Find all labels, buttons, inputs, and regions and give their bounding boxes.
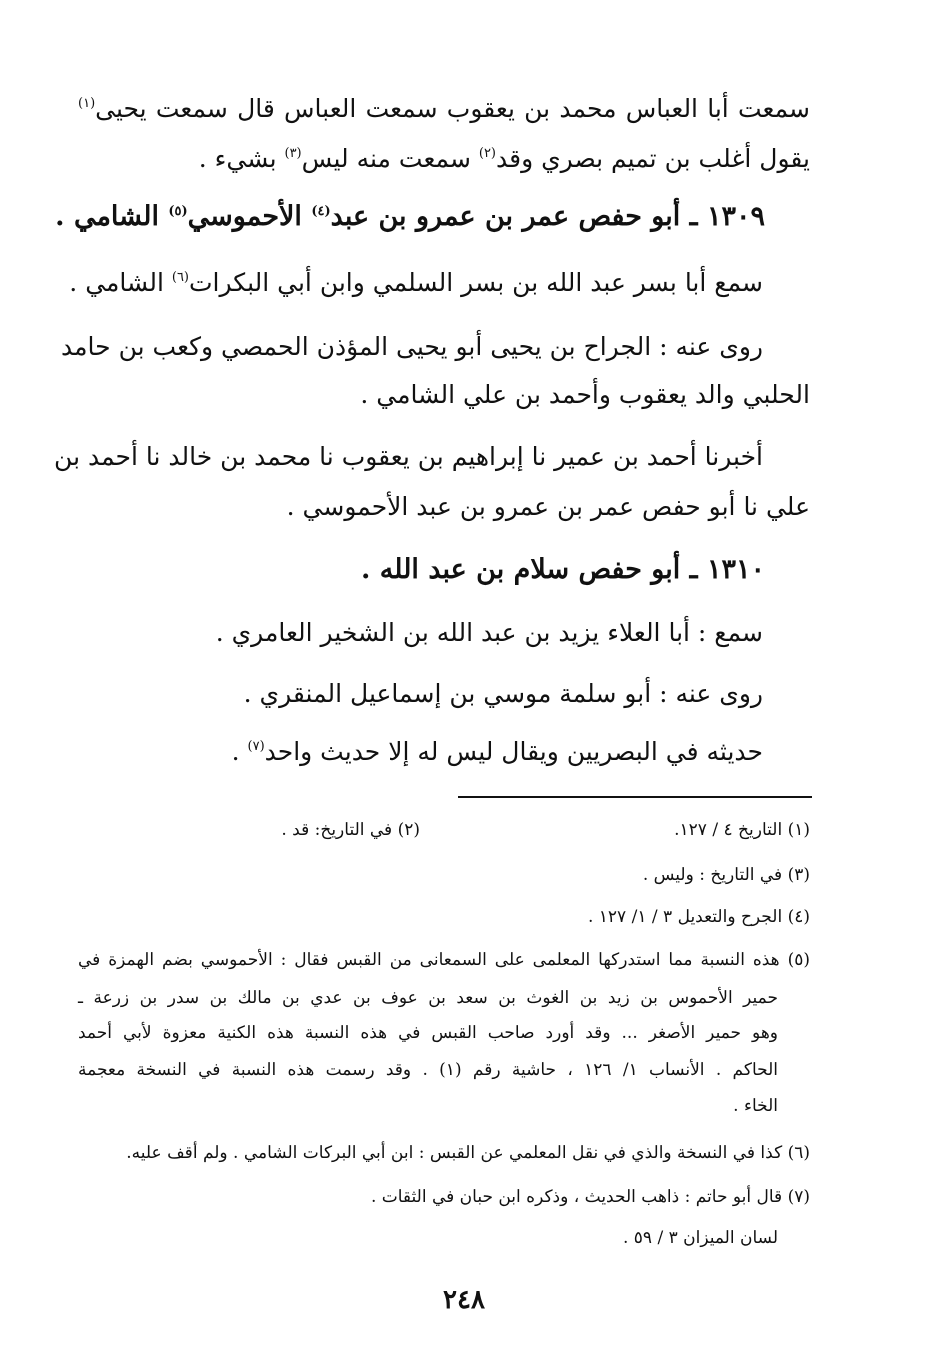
entry-1310-heard-from: سمع : أبا العلاء يزيد بن عبد الله بن الشخير العامري .	[215, 618, 763, 647]
entry-1308-line-2: يقول أغلب بن تميم بصري وقد$^{(٢)}$ سمعت منه ليس$^{(٣)}$ بشيء .	[198, 144, 810, 173]
footnote-5-line-5: الخاء .	[733, 1096, 778, 1116]
footnote-ref-2: (٢)	[478, 146, 496, 161]
footnote-5-line-4: الحاكم . الأنساب ١/ ١٢٦ ، حاشية رقم (١) . وقد رسمت هذه النسبة في النسخة معجمة	[78, 1060, 779, 1080]
footnote-3: (٣) في التاريخ : وليس .	[642, 865, 810, 885]
footnote-ref-1: (١)	[78, 96, 96, 111]
footnote-6: (٦) كذا في النسخة والذي في نقل المعلمي عن القبس : ابن أبي البركات الشامي . ولم أقف عليه.	[126, 1143, 810, 1163]
footnote-7-line-2: لسان الميزان ٣ / ٥٩ .	[622, 1228, 778, 1248]
footnote-ref-6: (٦)	[171, 270, 189, 285]
footnote-separator	[458, 796, 812, 798]
footnote-4: (٤) الجرح والتعديل ٣ / ١/ ١٢٧ .	[587, 907, 810, 927]
footnote-ref-7: (٧)	[247, 739, 265, 754]
entry-1309-heading: ١٣٠٩ ـ أبو حفص عمر بن عمرو بن عبد$^{(٤)}$ الأحموسي$^{(٥)}$ الشامي .	[55, 201, 765, 232]
footnote-5-line-2: حمير الأحموس بن زيد بن الغوث بن سعد بن عوف بن عدي بن مالك بن سدر بن زرعة ـ	[78, 988, 778, 1008]
footnote-ref-5: (٥)	[168, 204, 188, 219]
entry-1309-isnad-line-2: علي نا أبو حفص عمر بن عمرو بن عبد الأحموسي .	[286, 492, 810, 521]
entry-1310-narrators: روى عنه : أبو سلمة موسي بن إسماعيل المنقري .	[243, 679, 763, 708]
footnote-2: (٢) في التاريخ: قد .	[281, 820, 420, 840]
footnote-5-line-3: وهو حمير الأصغر ... وقد أورد صاحب القبس في هذه النسبة هذه الكنية معزوة لأبي أحمد	[78, 1023, 778, 1043]
entry-1309-narrators-line-1: روى عنه : الجراح بن يحيى أبو يحيى المؤذن الحمصي وكعب بن حامد	[61, 332, 763, 361]
footnote-ref-4: (٤)	[311, 204, 331, 219]
entry-1310-heading: ١٣١٠ ـ أبو حفص سلام بن عبد الله .	[360, 554, 765, 585]
entry-1309-isnad-line-1: أخبرنا أحمد بن عمير نا إبراهيم بن يعقوب نا محمد بن خالد نا أحمد بن	[54, 442, 763, 471]
footnote-1: (١) التاريخ ٤ / ١٢٧.	[674, 820, 810, 840]
entry-1310-note: حديثه في البصريين ويقال ليس له إلا حديث واحد$^{(٧)}$ .	[231, 737, 763, 766]
entry-1309-heard-from: سمع أبا بسر عبد الله بن بسر السلمي وابن أبي البكرات$^{(٦)}$ الشامي .	[69, 268, 763, 297]
footnote-7: (٧) قال أبو حاتم : ذاهب الحديث ، وذكره ابن حبان في الثقات .	[370, 1187, 810, 1207]
footnote-ref-3: (٣)	[284, 146, 302, 161]
entry-1309-narrators-line-2: الحلبي والد يعقوب وأحمد بن علي الشامي .	[360, 380, 810, 409]
footnote-5-line-1: (٥) هذه النسبة مما استدركها المعلمى على السمعانى من القبس فقال : الأحموسي بضم الهمزة في	[78, 950, 810, 970]
entry-1308-line-1: سمعت أبا العباس محمد بن يعقوب سمعت العباس قال سمعت يحيى$^{(١)}$	[78, 94, 810, 123]
page-number: ٢٤٨	[443, 1285, 485, 1315]
